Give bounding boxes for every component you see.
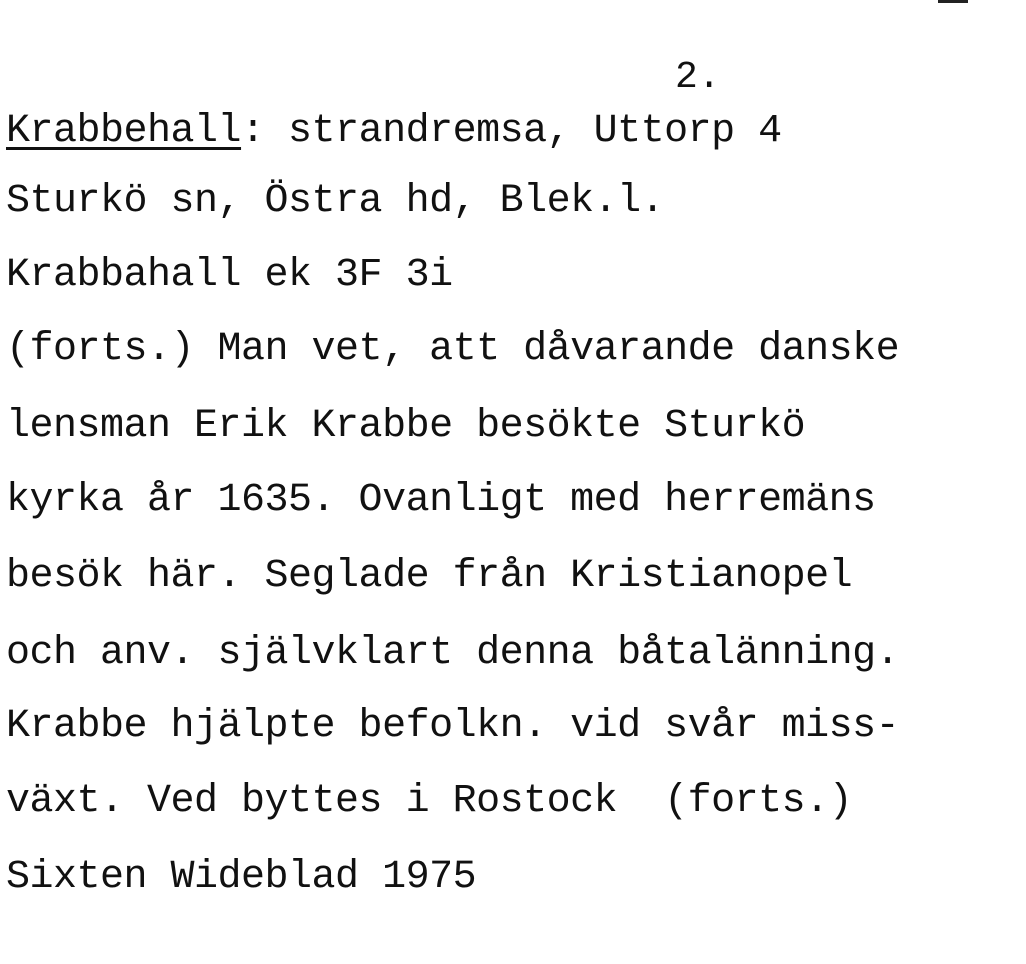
text-line: kyrka år 1635. Ovanligt med herremäns [6,478,876,523]
text-line: Krabbe hjälpte befolkn. vid svår miss- [6,704,900,749]
text-line: växt. Ved byttes i Rostock (forts.) [6,779,853,824]
edge-mark [938,0,968,3]
text-line: och anv. självklart denna båtalänning. [6,631,900,676]
text-line: lensman Erik Krabbe besökte Sturkö [6,404,806,449]
text-line: (forts.) Man vet, att dåvarande danske [6,327,900,372]
place-name: Krabbehall [6,109,242,154]
text-line: Krabbahall ek 3F 3i [6,253,453,298]
text-line: Sturkö sn, Östra hd, Blek.l. [6,179,665,224]
text-line: besök här. Seglade från Kristianopel [6,554,853,599]
heading-rest: : strandremsa, Uttorp 4 [241,109,782,154]
page-number: 2. [675,56,721,99]
heading-line [6,108,782,156]
signature-line: Sixten Wideblad 1975 [6,855,477,900]
